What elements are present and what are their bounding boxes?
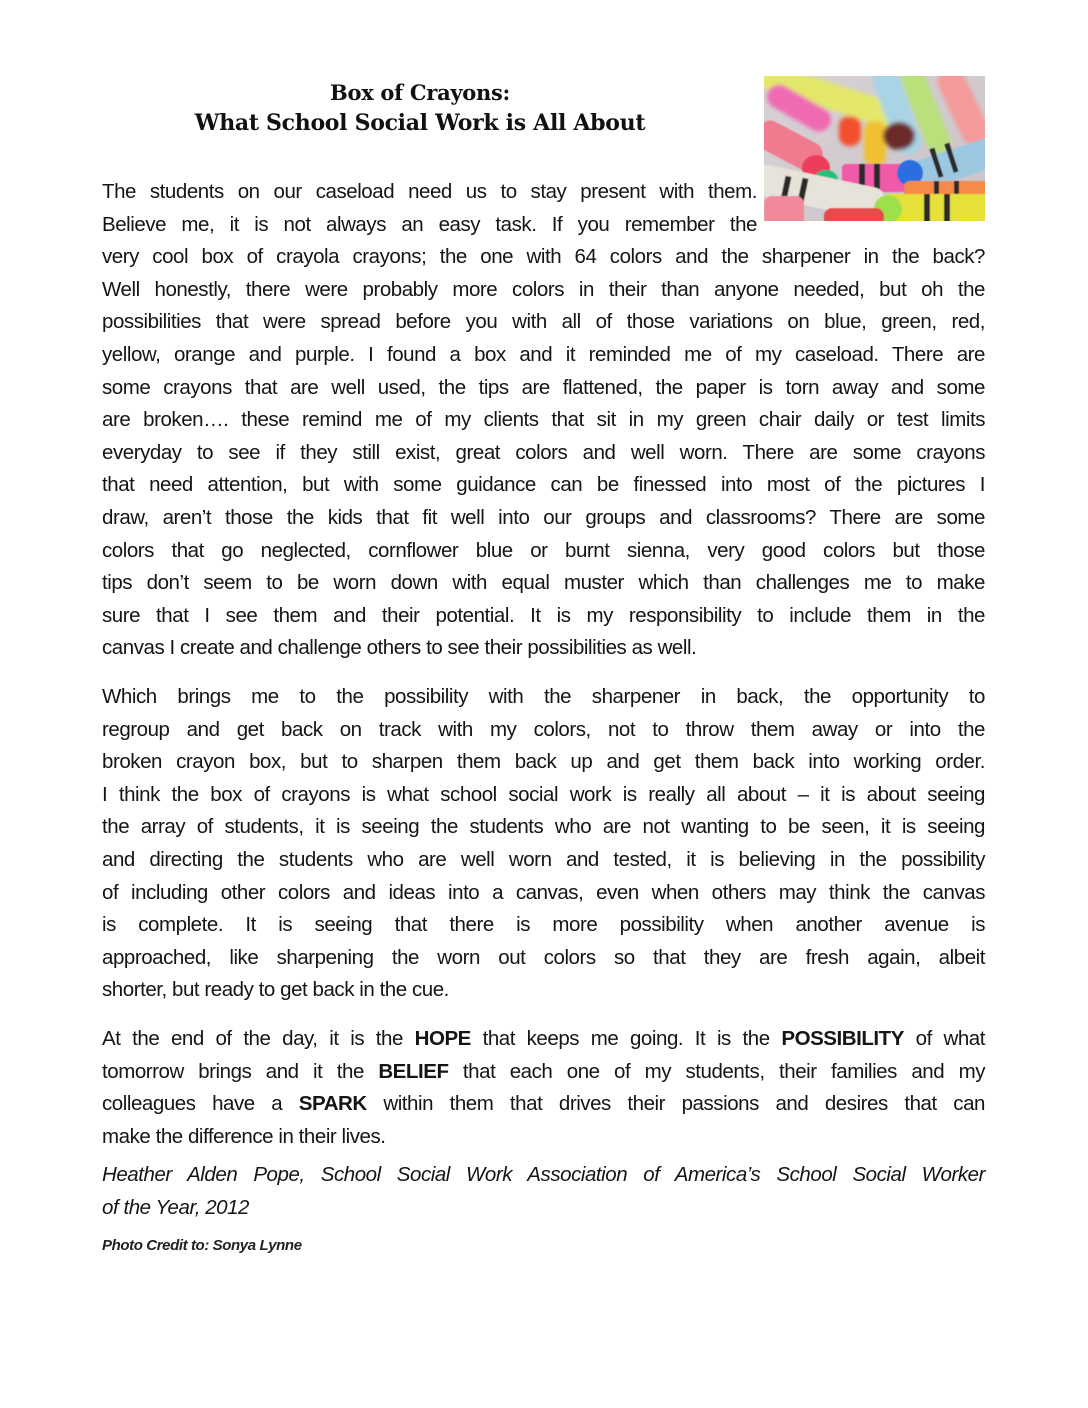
emphasis-spark: SPARK <box>298 1092 367 1116</box>
emphasis-hope: HOPE <box>414 1027 471 1050</box>
text-line: very cool box of crayola crayons; the one with 64 colors and the sharpener in the back? <box>102 245 985 269</box>
text-line: some crayons that are well used, the tips are flattened, the paper is torn away and some <box>102 375 985 399</box>
text-line: Well honestly, there were probably more colors in their than anyone needed, but oh the <box>102 277 985 301</box>
text-line: tips don’t seem to be worn down with equal muster which than challenges me to make <box>102 571 985 595</box>
text-line: Which brings me to the possibility with the sharpener in back, the opportunity to <box>102 685 985 708</box>
text-line: I think the box of crayons is what school social work is really all about – it is about seeing <box>102 782 985 806</box>
text-line: broken crayon box, but to sharpen them back up and get them back into working order. <box>102 750 985 774</box>
text-line <box>102 1056 985 1089</box>
signature <box>102 1159 985 1224</box>
text-run: that each one of my students, their families and my <box>448 1059 986 1083</box>
document-title <box>100 78 740 138</box>
text-line: canvas I create and challenge others to see their possibilities as well. <box>102 636 697 660</box>
text-line: are broken…. these remind me of my clients that sit in my green chair daily or test limits <box>102 408 985 432</box>
text-line: The students on our caseload need us to stay present with them. <box>102 180 757 203</box>
text-line: shorter, but ready to get back in the cue. <box>102 978 449 1002</box>
emphasis-belief: BELIEF <box>378 1059 449 1083</box>
photo-credit: Photo Credit to: Sonya Lynne <box>102 1237 302 1254</box>
text-line: is complete. It is seeing that there is more possibility when another avenue is <box>102 913 985 937</box>
text-run: of what <box>903 1027 985 1050</box>
text-line: yellow, orange and purple. I found a box and it reminded me of my caseload. There are <box>102 342 985 366</box>
text-line: approached, like sharpening the worn out colors so that they are fresh again, albeit <box>102 945 985 969</box>
signature-line: of the Year, 2012 <box>102 1195 250 1219</box>
paragraph-1 <box>102 176 985 665</box>
emphasis-possibility: POSSIBILITY <box>781 1027 904 1050</box>
text-line <box>102 1088 985 1121</box>
text-run: that keeps me going. It is the <box>470 1027 782 1050</box>
text-run: within them that drives their passions and desires that can <box>366 1092 985 1116</box>
text-run: colleagues have a <box>102 1092 299 1116</box>
title-line-2: What School Social Work is All About <box>194 110 646 136</box>
paragraph-3 <box>102 1023 985 1153</box>
text-line: make the difference in their lives. <box>102 1124 386 1148</box>
text-run: tomorrow brings and it the <box>102 1059 379 1083</box>
text-line: of including other colors and ideas into a canvas, even when others may think the canvas <box>102 880 985 904</box>
text-line: the array of students, it is seeing the students who are not wanting to be seen, it is seeing <box>102 815 985 839</box>
text-line: that need attention, but with some guidance can be finessed into most of the pictures I <box>102 473 985 497</box>
text-line: possibilities that were spread before you with all of those variations on blue, green, red, <box>102 310 985 334</box>
signature-line: Heather Alden Pope, School Social Work Association of America’s School Social Worker <box>102 1163 985 1186</box>
text-line: colors that go neglected, cornflower blue or burnt sienna, very good colors but those <box>102 538 985 562</box>
text-line: draw, aren’t those the kids that fit well into our groups and classrooms? There are some <box>102 505 985 529</box>
text-line: and directing the students who are well worn and tested, it is believing in the possibility <box>102 847 985 871</box>
title-line-1: Box of Crayons: <box>330 80 510 105</box>
text-line: everyday to see if they still exist, great colors and well worn. There are some crayons <box>102 440 985 464</box>
text-line: sure that I see them and their potential. It is my responsibility to include them in the <box>102 603 985 627</box>
text-run: At the end of the day, it is the <box>102 1027 415 1050</box>
paragraph-2 <box>102 681 985 1007</box>
text-line <box>102 1023 985 1056</box>
text-line: regroup and get back on track with my colors, not to throw them away or into the <box>102 717 985 741</box>
text-line: Believe me, it is not always an easy task. If you remember the <box>102 212 757 236</box>
